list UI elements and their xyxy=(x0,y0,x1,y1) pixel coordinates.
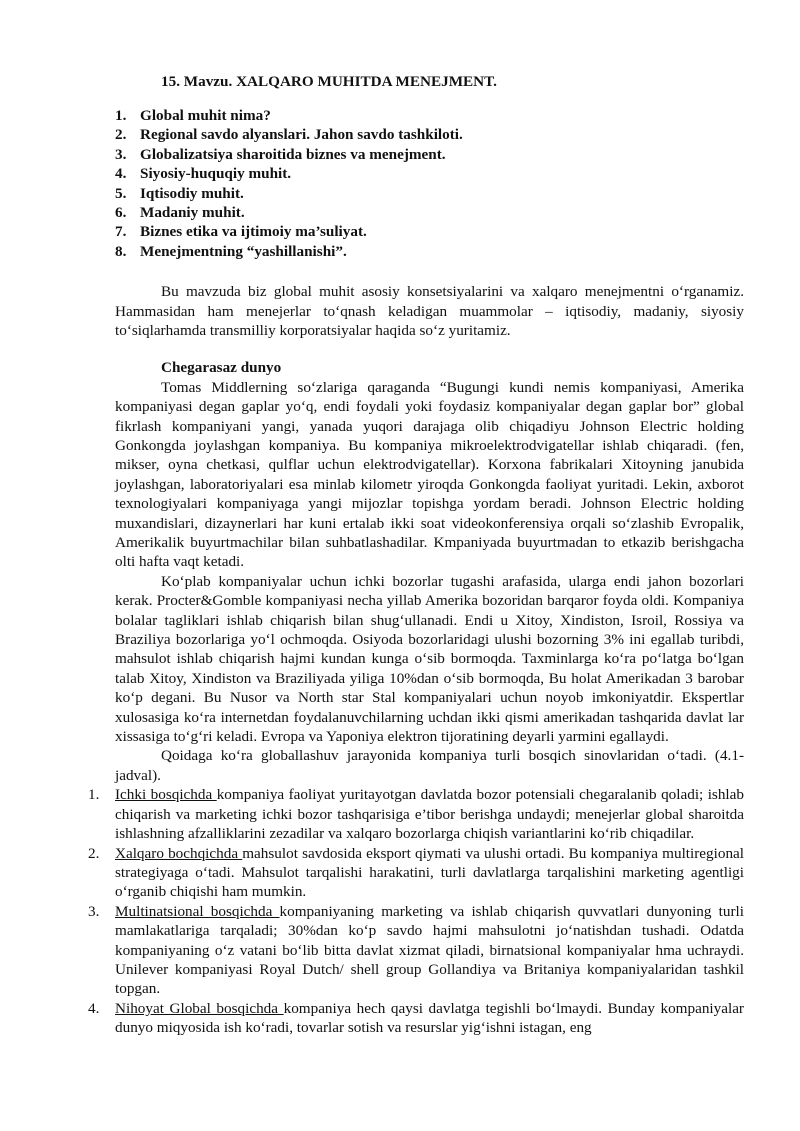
outline-item: 4. Siyosiy-huquqiy muhit. xyxy=(115,165,292,183)
page-title: 15. Mavzu. XALQARO MUHITDA MENEJMENT. xyxy=(161,73,497,90)
stage-term: Multinatsional bosqichda xyxy=(115,902,280,920)
outline-item: 6. Madaniy muhit. xyxy=(115,203,245,221)
body-paragraph: Qoidaga ko‘ra globallashuv jarayonida kompaniya turli bosqich sinovlaridan o‘tadi. (4.1-jadval). xyxy=(115,747,744,784)
stage-text: kompaniya faoliyat yuritayotgan davlatda bozor potensiali chegaralanib qoladi; ishlab chiqarish va marketing ichki bozor tashqarisiga e’tibor berishga undaydi; menejerlar global sharoitda ishlashning afzalliklarini zezadilar va xalqaro bozorlarga chiqish variantlarini ko‘rib chiqadilar. xyxy=(115,786,744,843)
stage-item: 4. Nihoyat Global bosqichda kompaniya hech qaysi davlatga tegishli bo‘lmaydi. Bunday kompaniyalar dunyo miqyosida ish ko‘radi, tovarlar sotish va resurslar yig‘ishni istagan, eng xyxy=(88,999,744,1037)
outline-item: 2. Regional savdo alyanslari. Jahon savdo tashkiloti. xyxy=(115,126,463,144)
body-paragraph: Tomas Middlerning so‘zlariga qaraganda “Bugungi kundi nemis kompaniyasi, Amerika kompaniyasi degan gaplar yo‘q, endi foydali yoki foydasiz kompaniyalar degan gaplar bor” global fikrlash kompaniyani yangi, yanada yuqori darajaga olib chiqadiyu Johnson Electric holding Gonkongda joylashgan kompaniya. Bu kompaniya mikroelektrodvigatellar ishlab chiqaradi. (fen, mikser, oyna chetkasi, qulflar uchun elektrodvigatellar). Korxona fabrikalari Xitoyning janubida joylashgan, laboratoriyalari esa minlab kilometr yiroqda Gonkongda faoliyat yuritadi. Lekin, axborot texnologiyalari kompaniyaga yangi mijozlar topishga yordam beradi. Johnson Electric holding muxandislari, dizaynerlari har kuni ertalab ikki soat videokonferensiya orqali so‘zlashib Evropalik, Amerikalik buyurtmachilar bilan suhbatlashadilar. Kmpaniyada buyurtmadan to etkazib berishgacha olti hafta vaqt ketadi. xyxy=(115,378,744,571)
section-heading: Chegarasaz dunyo xyxy=(161,359,282,377)
outline-item: 3. Globalizatsiya sharoitida biznes va menejment. xyxy=(115,145,446,163)
outline-item: 5. Iqtisodiy muhit. xyxy=(115,184,244,202)
outline-item: 7. Biznes etika va ijtimoiy ma’suliyat. xyxy=(115,223,367,241)
stages-list xyxy=(88,785,744,1037)
stage-term: Ichki bosqichda xyxy=(115,786,217,804)
stage-term: Xalqaro bochqichda xyxy=(115,844,243,862)
intro-paragraph: Bu mavzuda biz global muhit asosiy konsetsiyalarini va xalqaro menejmentni o‘rganamiz. Hammasidan ham menejerlar to‘qnash keladigan muammolar – iqtisodiy, madaniy, siyosiy to‘siqlarhamda transmilliy korporatsiyalar haqida so‘z yuritamiz. xyxy=(115,283,744,339)
stage-item: 2. Xalqaro bochqichda mahsulot savdosida eksport qiymati va ulushi ortadi. Bu kompaniya multiregional strategiyaga o‘tadi. Mahsulot tarqalishi harakatini, turli davlatlarga tarqalishini marketing agentligi o‘rganib chiqishi ham mumkin. xyxy=(88,844,745,901)
outline-item: 1. Global muhit nima? xyxy=(115,107,271,124)
body-paragraph: Ko‘plab kompaniyalar uchun ichki bozorlar tugashi arafasida, ularga endi jahon bozorlari kerak. Procter&Gomble kompaniyasi necha yillab Amerika bozoridan barqaror foyda oldi. Kompaniya bolalar tagliklari ishlab chiqarish bilan shug‘ullanadi. Endi u Xitoy, Xindiston, Isroil, Rossiya va Braziliya bozorlariga yo‘l ochmoqda. Osiyoda bozorlaridagi ulushi bozorning 3% ini egallab turibdi, mahsulot ishlab chiqarish hajmi kundan kunga o‘sib bormoqda. Taxminlarga ko‘ra po‘latga bo‘lgan talab Xitoy, Xindiston va Braziliyada yiliga 10%dan o‘sib bormoqda, Bu holat Amerikadan 3 barobar ko‘p degani. Bu Nusor va North star Stal kompaniyalari uchun noyob imkoniyatdir. Ekspertlar xulosasiga ko‘ra internetdan foydalanuvchilarning uchdan ikki qismi amerikadan tashqarida davlat lar xissasiga to‘g‘ri keladi. Evropa va Yaponiya elektron tijoratining deyarli yarmini egallaydi. xyxy=(115,572,744,746)
stage-item: 3. Multinatsional bosqichda kompaniyaning marketing va ishlab chiqarish quvvatlari dunyoning turli mamlakatlariga tarqaladi; 30%dan ko‘p savdo hajmi mahsulotni jo‘natishdan tushadi. Odatda kompaniyaning o‘z vatani bo‘lib bitta davlat xizmat qiladi, birnatsional kompaniyalar hma uchraydi. Unilever kompaniyasi Royal Dutch/ shell group Gollandiya va Britaniya kompaniyalaridan tashkil topgan. xyxy=(88,902,744,998)
stage-text: kompaniya hech qaysi davlatga tegishli bo‘lmaydi. Bunday kompaniyalar dunyo miqyosida ish ko‘radi, tovarlar sotish va resurslar yig‘ishni istagan, eng xyxy=(115,999,744,1037)
topic-outline xyxy=(115,106,744,261)
stage-term: Nihoyat Global bosqichda xyxy=(115,999,284,1017)
outline-item: 8. Menejmentning “yashillanishi”. xyxy=(115,242,347,260)
stage-text: kompaniyaning marketing va ishlab chiqarish quvvatlari dunyoning turli mamlakatlariga tarqaladi; 30%dan ko‘p savdo hajmi mahsulotni jo‘natishdan tushadi. Odatda kompaniyaning o‘z vatani bo‘lib bitta davlat xizmat qiladi, birnatsional kompaniyalar hma uchraydi. Unilever kompaniyasi Royal Dutch/ shell group Gollandiya va Britaniya kompaniyalaridan tashkil topgan. xyxy=(115,902,744,998)
stage-text: mahsulot savdosida eksport qiymati va ulushi ortadi. Bu kompaniya multiregional strategiyaga o‘tadi. Mahsulot tarqalishi harakatini, turli davlatlarga tarqalishini marketing agentligi o‘rganib chiqishi ham mumkin. xyxy=(115,844,745,901)
stage-item: 1. Ichki bosqichda kompaniya faoliyat yuritayotgan davlatda bozor potensiali chegaralanib qoladi; ishlab chiqarish va marketing ichki bozor tashqarisiga e’tibor berishga undaydi; menejerlar global sharoitda ishlashning afzalliklarini zezadilar va xalqaro bozorlarga chiqish variantlarini ko‘rib chiqadilar. xyxy=(88,786,744,843)
